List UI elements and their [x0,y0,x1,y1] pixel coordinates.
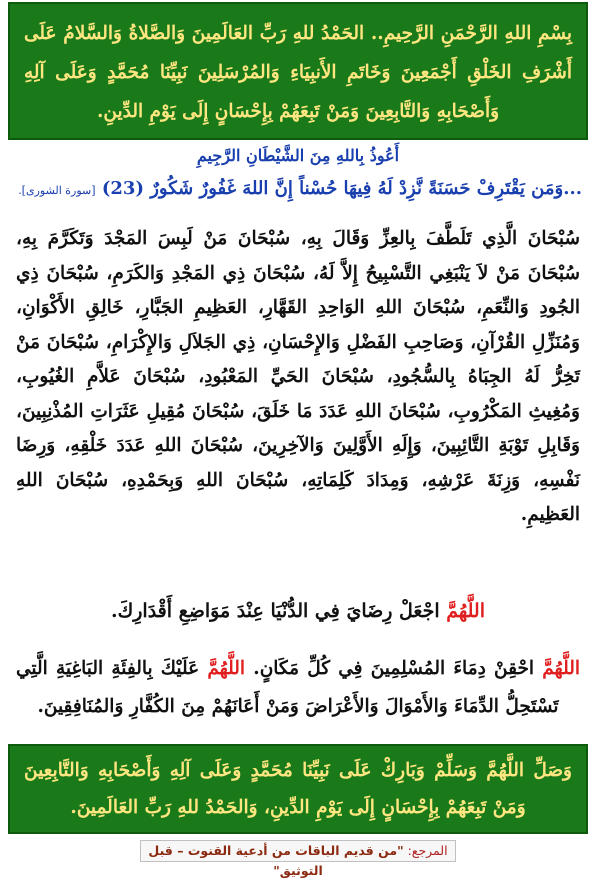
verse-text: ...وَمَن يَقْتَرِفْ حَسَنَةً نَّزِدْ لَهُ فِيهَا حُسْناً إِنَّ اللهَ غَفُورٌ شَكُورٌ (23) [101,178,582,199]
dua-2-text-b: عَلَيْكَ بِالفِئَةِ البَاغِيَةِ الَّتِي تَسْتَحِلُّ الدِّمَاءَ وَالأَمْوَالَ وَالأَعْرَاضَ وَمَنْ أَعَانَهُمْ مِنَ الكُفَّارِ وَالمُنَافِقِينَ. [16,658,559,717]
tasbih-paragraph: سُبْحَانَ الَّذِي تَلَطَّفَ بِالعِزِّ وَقَالَ بِهِ، سُبْحَانَ مَنْ لَبِسَ المَجْدَ وَتَكَرَّمَ بِهِ، سُبْحَانَ مَنْ لاَ يَنْبَغِي التَّسْبِيحُ إِلاَّ لَهُ، سُبْحَانَ ذِي المَجْدِ وَالكَرَمِ، سُبْحَانَ ذِي الجُودِ وَالنِّعَمِ، سُبْحَانَ اللهِ الوَاحِدِ القَهَّارِ، العَظِيمِ الجَبَّارِ، خَالِقِ الأَكْوَانِ، وَمُنَزِّلِ القُرْآنِ، وَصَاحِبِ الفَضْلِ وَالإِحْسَانِ، ذِي الجَلاَلِ وَالإِكْرَامِ، سُبْحَانَ مَنْ تَخِرُّ لَهُ الجِبَاهُ بِالسُّجُودِ، سُبْحَانَ الحَيِّ المَعْبُودِ، سُبْحَانَ عَلاَّمِ الغُيُوبِ، وَمُغِيثِ المَكْرُوبِ، سُبْحَانَ اللهِ عَدَدَ مَا خَلَقَ، سُبْحَانَ مُقِيلِ عَثَرَاتِ المُذْنِبِينَ، وَقَابِلِ تَوْبَةِ التَّائِبِينَ، وَإِلَهِ الأَوَّلِينَ وَالآخِرِينَ، سُبْحَانَ اللهِ عَدَدَ خَلْقِهِ، وَرِضَا نَفْسِهِ، وَزِنَةَ عَرْشِهِ، وَمِدَادَ كَلِمَاتِهِ، سُبْحَانَ اللهِ وَبِحَمْدِهِ، سُبْحَانَ اللهِ العَظِيمِ. [16,228,580,525]
reference-source: "من قديم الباقات من أدعية القنوت – قبل التوثيق" [148,843,404,878]
opening-text: بِسْمِ اللهِ الرَّحْمَنِ الرَّحِيمِ.. الحَمْدُ للهِ رَبِّ العَالَمِينَ وَالصَّلاةُ وَالسَّلامُ عَلَى أَشْرَفِ الخَلْقِ أَجْمَعِينَ وَخَاتَمِ الأَنبِيَاءِ وَالمُرْسَلِينَ نَبِيِّنَا مُحَمَّدٍ وَعَلَى آلِهِ وَأَصْحَابِهِ وَالتَّابِعِينَ وَمَنْ تَبِعَهُمْ بِإِحْسَانٍ إِلَى يَوْمِ الدِّينِ. [24,23,572,122]
closing-box [8,744,588,834]
allahumma-word: اللَّهُمَّ [207,658,246,679]
reference-box [140,840,456,878]
seek-refuge-line: أَعُوذُ بِاللهِ مِنَ الشَّيْطَانِ الرَّجِيمِ [196,146,400,165]
reference-label: المرجع: [407,843,448,858]
dua-2-text-a: احْقِنْ دِمَاءَ المُسْلِمِينَ فِي كُلِّ مَكَانٍ. [245,658,543,679]
opening-box [8,2,588,140]
verse-reference: [سورة الشورى]. [18,184,96,197]
quran-verse [14,178,582,199]
dua-1-text: اجْعَلْ رِضَايَ فِي الدُّنْيَا عِنْدَ مَوَاضِعِ أَقْدَارِكَ. [110,600,447,622]
dua-line-1 [0,600,596,622]
dua-paragraph-2 [16,650,580,726]
closing-text: وَصَلِّ اللَّهُمَّ وَسَلِّمْ وَبَارِكْ عَلَى نَبِيِّنَا مُحَمَّدٍ وَعَلَى آلِهِ وَأَصْحَابِهِ وَالتَّابِعِينَ وَمَنْ تَبِعَهُمْ بِإِحْسَانٍ إِلَى يَوْمِ الدِّينِ، وَالحَمْدُ للهِ رَبِّ العَالَمِينَ. [24,760,572,818]
allahumma-word: اللَّهُمَّ [446,600,485,622]
allahumma-word: اللَّهُمَّ [542,658,580,679]
